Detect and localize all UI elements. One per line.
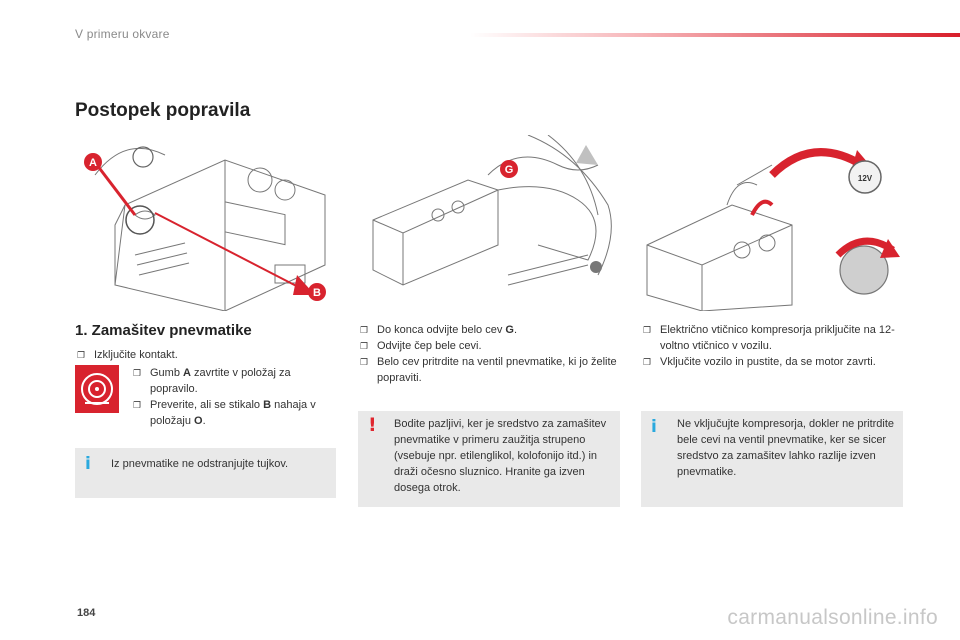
illustration-kit-controls: [75, 135, 335, 311]
list-item: ❐ Preverite, ali se stikalo B nahaja v položaju O.: [133, 399, 316, 427]
bullet-box-icon: ❐: [77, 350, 86, 360]
step1-bullet-list: [77, 347, 327, 363]
info-note: [75, 448, 336, 498]
list-item: ❐ Vključite vozilo in pustite, da se motor zavrti.: [643, 356, 876, 368]
bullet-box-icon: ❐: [643, 325, 652, 335]
info-icon: i: [85, 454, 91, 474]
power-socket-drawing: [642, 135, 902, 311]
page-title: Postopek popravila: [75, 100, 251, 121]
bullet-box-icon: ❐: [360, 357, 369, 367]
list-item: ❐ Do konca odvijte belo cev G.: [360, 324, 518, 336]
compressor-icon: [75, 365, 119, 413]
middle-bullet-list: [360, 322, 622, 386]
info-note-text: Iz pnevmatike ne odstranjujte tujkov.: [111, 458, 289, 470]
illustration-hose: [358, 135, 620, 311]
warning-note-text: Bodite pazljivi, ker je sredstvo za zamašitev pnevmatike v primeru zaužitja strupeno (vsebuje npr. etilenglikol, kolofonijo itd.) in draži očesno sluznico. Hranite ga izven dosega otrok.: [394, 418, 607, 494]
label-b: B: [313, 287, 321, 299]
watermark: carmanualsonline.info: [727, 606, 938, 629]
list-item: ❐ Izključite kontakt.: [77, 349, 178, 361]
header-accent-line: [470, 33, 960, 37]
label-a: A: [89, 157, 97, 169]
kit-badge-icon: [75, 365, 119, 413]
socket-label: 12V: [857, 174, 873, 183]
compressor-note-text: Ne vključujte kompresorja, dokler ne pritrdite bele cevi na ventil pnevmatike, ker se sicer sredstvo za zamašitev lahko razlije izven pnevmatike.: [677, 418, 895, 478]
info-icon: i: [651, 417, 657, 437]
hose-drawing: [358, 135, 620, 311]
bullet-box-icon: ❐: [133, 400, 142, 410]
kit-controls-drawing: [75, 135, 335, 311]
warning-icon: !: [368, 414, 377, 436]
list-item: ❐ Belo cev pritrdite na ventil pnevmatike, ki jo želite popraviti.: [360, 356, 617, 384]
page-number: 184: [77, 607, 96, 619]
section-header: V primeru okvare: [75, 27, 170, 41]
label-g: G: [504, 164, 514, 176]
list-item: ❐ Električno vtičnico kompresorja priključite na 12-voltno vtičnico v vozilu.: [643, 324, 895, 352]
right-bullet-list: [643, 322, 905, 370]
info-note-compressor: [641, 411, 903, 507]
bullet-box-icon: ❐: [643, 357, 652, 367]
warning-note: [358, 411, 620, 507]
list-item: ❐ Gumb A zavrtite v položaj za popravilo.: [133, 367, 291, 395]
bullet-box-icon: ❐: [360, 325, 369, 335]
step-heading: 1. Zamašitev pnevmatike: [75, 322, 252, 339]
step1-sub-bullet-list: [133, 365, 338, 429]
illustration-power-socket: [642, 135, 902, 311]
bullet-box-icon: ❐: [360, 341, 369, 351]
list-item: ❐ Odvijte čep bele cevi.: [360, 340, 482, 352]
bullet-box-icon: ❐: [133, 368, 142, 378]
